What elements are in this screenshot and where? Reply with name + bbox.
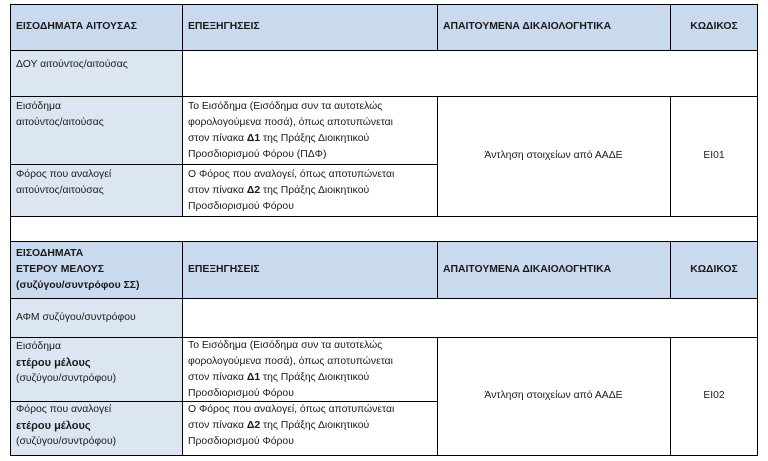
- required-documents-cell: [437, 96, 670, 216]
- spacer-row: [10, 216, 758, 241]
- row-label-text: ΔΟΥ αιτούντος/αιτούσας: [16, 59, 128, 70]
- grid-line: [10, 337, 758, 338]
- row-label-afm: [10, 298, 182, 337]
- grid-line: [757, 4, 758, 455]
- code-cell: [670, 96, 758, 216]
- header-line: ΕΙΣΟΔΗΜΑΤΑ: [16, 247, 84, 259]
- label-line: ετέρου μέλους: [16, 420, 91, 432]
- grid-line: [10, 216, 758, 217]
- grid-line: [437, 96, 438, 216]
- explanation-line: Προσδιορισμού Φόρου: [188, 436, 294, 447]
- grid-line: [182, 4, 183, 216]
- explanation-line: Προσδιορισμού Φόρου (ΠΔΦ): [188, 149, 327, 160]
- explanation-line: [188, 370, 431, 386]
- header-income-other-member: [10, 241, 182, 298]
- label-line: ετέρου μέλους: [16, 357, 91, 369]
- grid-line: [10, 4, 11, 455]
- header-explanations: [182, 4, 437, 50]
- grid-line: [10, 241, 758, 242]
- header-line: (συζύγου/συντρόφου ΣΣ): [16, 279, 140, 291]
- explanation-line: Το Εισόδημα (Εισόδημα συν τα αυτοτελώς: [188, 101, 383, 112]
- label-line: (συζύγου/συντρόφου): [16, 373, 117, 384]
- table-reference: Δ2: [246, 185, 261, 196]
- explanation-line: Ο Φόρος που αναλογεί, όπως αποτυπώνεται: [188, 404, 395, 415]
- explanation-text: στον πίνακα: [188, 372, 247, 383]
- explanation-line: φορολογούμενα ποσά), όπως αποτυπώνεται: [188, 117, 393, 128]
- row-label-income: [10, 96, 182, 164]
- explanation-text: της Πράξης Διοικητικού: [260, 420, 370, 431]
- grid-line: [670, 337, 671, 455]
- row-label-tax: [10, 164, 182, 216]
- grid-line: [10, 50, 758, 51]
- label-line: αιτούντος/αιτούσας: [16, 185, 104, 196]
- header-required-documents: [437, 241, 670, 298]
- label-line: Φόρος που αναλογεί: [16, 404, 112, 415]
- grid-line: [670, 241, 671, 298]
- explanation-text: της Πράξης Διοικητικού: [260, 133, 370, 144]
- row-label-text: ΑΦΜ συζύγου/συντρόφου: [16, 311, 136, 323]
- explanation-text: στον πίνακα: [188, 185, 247, 196]
- table-reference: Δ1: [246, 372, 261, 383]
- explanation-income: [182, 96, 437, 164]
- grid-line: [10, 164, 437, 165]
- explanation-tax: [182, 401, 437, 455]
- explanation-line: [188, 418, 431, 434]
- label-line: Εισόδημα: [16, 101, 61, 112]
- grid-line: [182, 241, 183, 455]
- explanation-tax: [182, 164, 437, 216]
- header-label: [16, 246, 140, 294]
- label-line: (συζύγου/συντρόφου): [16, 436, 117, 447]
- explanation-line: Προσδιορισμού Φόρου: [188, 201, 294, 212]
- row-label-income: [10, 337, 182, 401]
- row-label-doy: [10, 50, 182, 96]
- explanation-line: [188, 131, 431, 147]
- header-income-applicant: [10, 4, 182, 50]
- code-text: ΕΙ01: [703, 150, 725, 161]
- header-label: ΚΩΔΙΚΟΣ: [690, 263, 738, 275]
- label-line: Φόρος που αναλογεί: [16, 169, 112, 180]
- row-label-tax: [10, 401, 182, 455]
- grid-line: [10, 4, 758, 5]
- grid-line: [10, 455, 758, 456]
- header-label: ΕΠΕΞΗΓΗΣΕΙΣ: [188, 263, 260, 275]
- explanation-line: [188, 183, 431, 199]
- required-documents-text: Άντληση στοιχείων από ΑΑΔΕ: [484, 390, 623, 401]
- table-reference: Δ2: [246, 420, 261, 431]
- explanation-text: της Πράξης Διοικητικού: [260, 372, 370, 383]
- grid-line: [437, 4, 438, 50]
- grid-line: [437, 337, 438, 455]
- table-reference: Δ1: [246, 133, 261, 144]
- explanation-line: Ο Φόρος που αναλογεί, όπως αποτυπώνεται: [188, 169, 395, 180]
- grid-line: [10, 298, 758, 299]
- header-required-documents: [437, 4, 670, 50]
- grid-line: [437, 241, 438, 298]
- required-documents-text: Άντληση στοιχείων από ΑΑΔΕ: [484, 150, 623, 161]
- header-code: [670, 4, 758, 50]
- explanation-text: στον πίνακα: [188, 420, 247, 431]
- code-text: ΕΙ02: [703, 390, 725, 401]
- code-cell: [670, 337, 758, 455]
- header-label: ΑΠΑΙΤΟΥΜΕΝΑ ΔΙΚΑΙΟΛΟΓΗΤΙΚΑ: [443, 263, 612, 275]
- grid-line: [10, 96, 758, 97]
- header-code: [670, 241, 758, 298]
- explanation-line: Το Εισόδημα (Εισόδημα συν τα αυτοτελώς: [188, 340, 383, 351]
- header-label: ΕΙΣΟΔΗΜΑΤΑ ΑΙΤΟΥΣΑΣ: [16, 21, 137, 32]
- header-label: ΕΠΕΞΗΓΗΣΕΙΣ: [188, 21, 260, 32]
- explanation-line: φορολογούμενα ποσά), όπως αποτυπώνεται: [188, 356, 393, 367]
- label-line: Εισόδημα: [16, 341, 61, 352]
- header-label: ΚΩΔΙΚΟΣ: [690, 21, 738, 32]
- grid-line: [670, 4, 671, 50]
- explanation-income: [182, 337, 437, 401]
- required-documents-cell: [437, 337, 670, 455]
- grid-line: [670, 96, 671, 216]
- label-line: αιτούντος/αιτούσας: [16, 117, 104, 128]
- header-label: ΑΠΑΙΤΟΥΜΕΝΑ ΔΙΚΑΙΟΛΟΓΗΤΙΚΑ: [443, 21, 612, 32]
- explanation-text: στον πίνακα: [188, 133, 247, 144]
- explanation-text: της Πράξης Διοικητικού: [260, 185, 370, 196]
- header-line: ΕΤΕΡΟΥ ΜΕΛΟΥΣ: [16, 263, 104, 275]
- grid-line: [10, 401, 437, 402]
- header-explanations: [182, 241, 437, 298]
- explanation-line: Προσδιορισμού Φόρου: [188, 388, 294, 399]
